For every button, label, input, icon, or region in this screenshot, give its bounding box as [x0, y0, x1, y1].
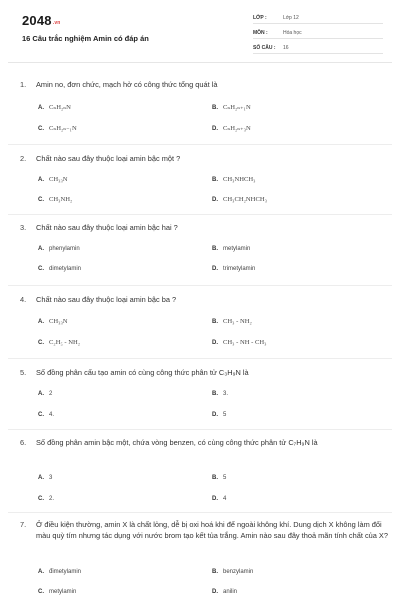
option-value: 3: [49, 475, 53, 481]
question-stem: Chất nào sau đây thuộc loại amin bậc hai ?: [36, 223, 178, 232]
option-label: A.: [38, 105, 44, 111]
question-divider: [8, 512, 392, 513]
option-b[interactable]: [212, 569, 253, 575]
meta-value: Hóa học: [283, 30, 302, 36]
option-value: 2.: [49, 496, 55, 502]
option-b[interactable]: [212, 246, 250, 252]
question-stem: Số đồng phân cấu tạo amin có cùng công thức phân tử C₃H₉N là: [36, 368, 249, 377]
question-divider: [8, 429, 392, 430]
option-label: C.: [38, 266, 44, 272]
option-label: D.: [212, 340, 218, 346]
option-d[interactable]: [212, 496, 226, 502]
question-divider: [8, 285, 392, 286]
question-stem: Số đồng phân amin bậc một, chứa vòng benzen, có cùng công thức phân tử C₇H₉N là: [36, 438, 318, 447]
question-text: [20, 519, 390, 541]
option-c[interactable]: [38, 124, 77, 132]
question-number: 7.: [20, 520, 27, 529]
option-a[interactable]: [38, 391, 52, 397]
option-a[interactable]: [38, 569, 81, 575]
option-label: B.: [212, 475, 218, 481]
question-text: [20, 437, 390, 448]
option-a[interactable]: [38, 103, 71, 111]
option-label: D.: [212, 126, 218, 132]
question-text: [20, 222, 390, 233]
option-value: đimetylamin: [49, 569, 82, 575]
meta-value: Lớp 12: [283, 15, 299, 21]
option-value: metylamin: [223, 246, 251, 252]
question-number: 1.: [20, 80, 27, 89]
option-label: C.: [38, 126, 44, 132]
option-value: CₙH₂ₙN: [49, 104, 71, 111]
option-d[interactable]: [212, 589, 237, 595]
option-label: D.: [212, 412, 218, 418]
question-7: [20, 519, 390, 595]
header-divider: [8, 62, 392, 63]
question-4: [20, 294, 390, 346]
option-value: CₙH₂ₙ₊₁N: [223, 104, 251, 111]
option-label: C.: [38, 589, 44, 595]
option-label: A.: [38, 475, 44, 481]
option-a[interactable]: [38, 475, 52, 481]
meta-subject: [253, 29, 383, 39]
question-stem: Chất nào sau đây thuộc loại amin bậc ba ?: [36, 295, 177, 304]
option-value: benzylamin: [223, 569, 254, 575]
option-d[interactable]: [212, 196, 267, 203]
worksheet-title: 16 Câu trắc nghiệm Amin có đáp án: [22, 34, 149, 43]
option-label: A.: [38, 319, 44, 325]
option-d[interactable]: [212, 339, 266, 346]
option-value: C₂H₅ - NH₂: [49, 339, 81, 346]
option-c[interactable]: [38, 496, 54, 502]
meta-key: SỐ CÂU :: [253, 45, 276, 51]
worksheet-header: [0, 0, 400, 62]
question-1: [20, 79, 390, 132]
option-value: 4.: [49, 412, 55, 418]
meta-key: LỚP :: [253, 15, 267, 21]
question-stem: Chất nào sau đây thuộc loại amin bậc một ?: [36, 154, 181, 163]
option-value: CH₃NHCH₃: [223, 176, 256, 183]
option-value: CH₃ - NH₂: [223, 318, 252, 325]
option-label: B.: [212, 105, 218, 111]
question-stem: Ở điều kiện thường, amin X là chất lỏng, dễ bị oxi hoá khi để ngoài không khí. Dung dịch X không làm đổi màu quỳ tím nhưng tác dụng với nước brom tạo kết tủa trắng. Amin nào sau đây thoả mãn tính chất của X?: [36, 520, 388, 540]
question-text: [20, 153, 390, 164]
option-label: C.: [38, 412, 44, 418]
question-number: 5.: [20, 368, 27, 377]
logo-suffix: .vn: [52, 20, 61, 26]
option-label: C.: [38, 197, 44, 203]
option-b[interactable]: [212, 391, 228, 397]
meta-key: MÔN :: [253, 30, 268, 36]
option-c[interactable]: [38, 339, 80, 346]
option-value: 4: [223, 496, 227, 502]
option-value: CₙH₂ₙ₋₁N: [49, 125, 77, 132]
question-6: [20, 437, 390, 502]
option-c[interactable]: [38, 412, 54, 418]
option-value: 3.: [223, 391, 229, 397]
option-a[interactable]: [38, 246, 80, 252]
option-label: A.: [38, 177, 44, 183]
option-label: D.: [212, 266, 218, 272]
option-label: D.: [212, 496, 218, 502]
option-value: CH₃₃N: [49, 176, 68, 183]
meta-class: [253, 14, 383, 24]
option-label: D.: [212, 589, 218, 595]
option-label: A.: [38, 569, 44, 575]
option-value: CH₃₃N: [49, 318, 68, 325]
question-2: [20, 153, 390, 203]
option-b[interactable]: [212, 176, 255, 183]
logo-text: 2048: [22, 13, 52, 28]
option-value: 5: [223, 412, 227, 418]
option-label: C.: [38, 340, 44, 346]
question-text: [20, 294, 390, 305]
question-divider: [8, 214, 392, 215]
option-label: B.: [212, 569, 218, 575]
option-value: metylamin: [49, 589, 77, 595]
option-value: CₙH₂ₙ₊₃N: [223, 125, 251, 132]
option-label: B.: [212, 246, 218, 252]
option-value: dimetylamin: [49, 266, 82, 272]
option-value: CH₃CH₂NHCH₃: [223, 196, 267, 203]
option-value: anilin: [223, 589, 238, 595]
question-3: [20, 222, 390, 272]
question-number: 2.: [20, 154, 27, 163]
option-value: trimetylamin: [223, 266, 256, 272]
option-c[interactable]: [38, 196, 72, 203]
question-text: [20, 367, 390, 378]
question-number: 3.: [20, 223, 27, 232]
option-value: CH₃ - NH - CH₃: [223, 339, 267, 346]
meta-value: 16: [283, 45, 289, 51]
option-d[interactable]: [212, 412, 226, 418]
option-d[interactable]: [212, 266, 255, 272]
option-b[interactable]: [212, 475, 226, 481]
option-label: B.: [212, 177, 218, 183]
question-divider: [8, 144, 392, 145]
option-a[interactable]: [38, 176, 68, 183]
question-stem: Amin no, đơn chức, mạch hở có công thức tổng quát là: [36, 80, 218, 89]
option-b[interactable]: [212, 318, 252, 325]
option-label: B.: [212, 391, 218, 397]
option-label: B.: [212, 319, 218, 325]
option-value: CH₃NH₂: [49, 196, 73, 203]
option-d[interactable]: [212, 124, 251, 132]
option-label: A.: [38, 246, 44, 252]
option-value: 2: [49, 391, 53, 397]
option-c[interactable]: [38, 589, 76, 595]
question-text: [20, 79, 390, 90]
option-label: D.: [212, 197, 218, 203]
option-label: A.: [38, 391, 44, 397]
question-5: [20, 367, 390, 418]
option-a[interactable]: [38, 318, 68, 325]
option-c[interactable]: [38, 266, 81, 272]
site-logo[interactable]: [22, 13, 61, 28]
question-number: 6.: [20, 438, 27, 447]
question-number: 4.: [20, 295, 27, 304]
option-b[interactable]: [212, 103, 251, 111]
option-value: 5: [223, 475, 227, 481]
option-label: C.: [38, 496, 44, 502]
option-value: phenylamin: [49, 246, 80, 252]
meta-question-count: [253, 44, 383, 54]
question-divider: [8, 358, 392, 359]
